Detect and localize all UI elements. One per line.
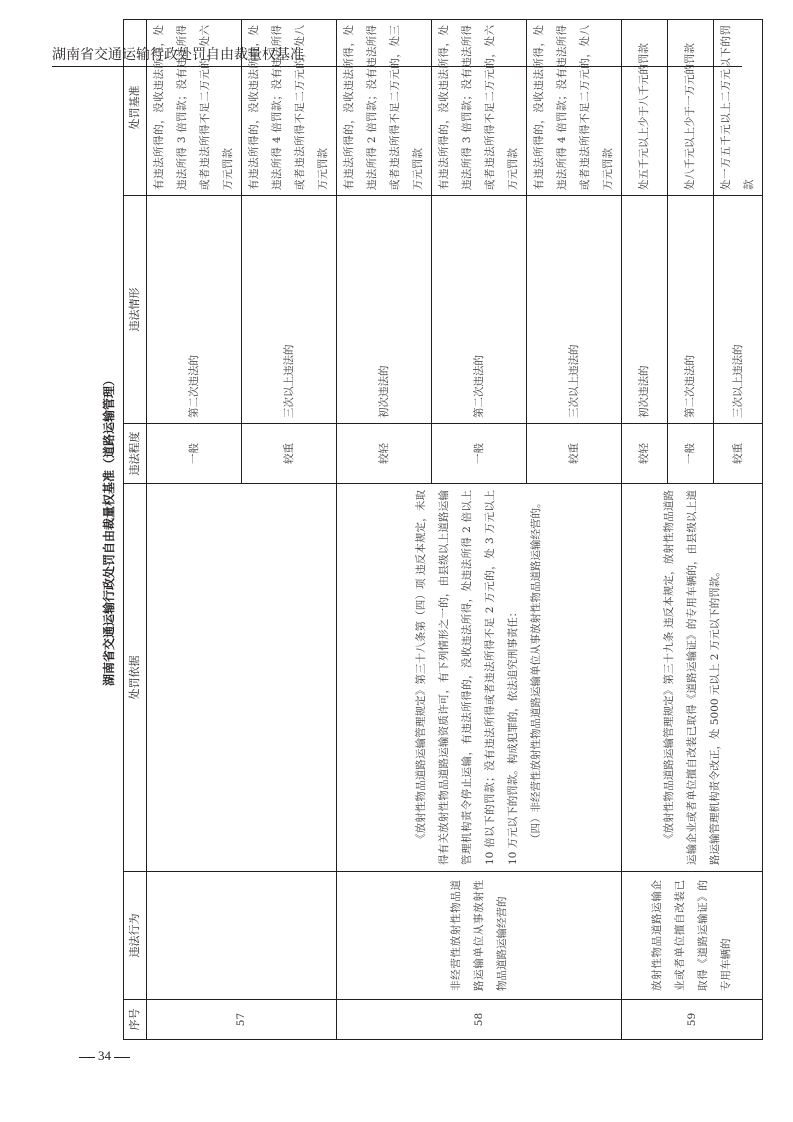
row58-l3-severity: 较重 xyxy=(527,424,622,484)
row58-l2-standard: 有违法所得的，没收违法所得，处违法所得 3 倍罚款；没有违法所得或者违法所得不足二万元的，处六万元罚款 xyxy=(432,20,527,196)
table-row xyxy=(622,20,668,1040)
row58-basis-p1: 《放射性物品道路运输管理规定》第三十八条第（四）项 违反本规定，未取得有关放射性物品道路运输资质许可，有下列情形之一的，由县级以上道路运输管理机构责令停止运输，有违法所得的，没收违法所得，处违法所得 2 倍以上 10 倍以下的罚款；没有违法所得或者违法所得不足 2 万元的，处 3 万元以上 10 万元以下的罚款。构成犯罪的，依法追究刑事责任： xyxy=(415,490,519,865)
row59-seq: 59 xyxy=(622,1000,763,1040)
row57b-situation: 三次以上违法的 xyxy=(242,196,337,424)
row59-l1-severity: 较轻 xyxy=(622,424,668,484)
row57b-standard: 有违法所得的，没收违法所得，处违法所得 4 倍罚款；没有违法所得或者违法所得不足二万元的，处八万元罚款 xyxy=(242,20,337,196)
row58-l3-situation: 三次以上违法的 xyxy=(527,196,622,424)
row58-l1-standard: 有违法所得的，没收违法所得，处违法所得 2 倍罚款；没有违法所得或者违法所得不足二万元的，处三万元罚款 xyxy=(337,20,432,196)
row57-act xyxy=(147,872,337,1000)
rotated-table-block xyxy=(95,20,755,1040)
row58-l2-severity: 一般 xyxy=(432,424,527,484)
row57-basis xyxy=(147,484,337,872)
row59-l3-standard: 处一万五千元以上二万元以下的罚款 xyxy=(714,20,763,196)
table-header-row xyxy=(124,20,147,1040)
col-act: 违法行为 xyxy=(124,872,147,1000)
row59-l3-situation: 三次以上违法的 xyxy=(714,196,763,424)
row57-standard: 有违法所得的，没收违法所得，处违法所得 3 倍罚款；没有违法所得或者违法所得不足二万元的，处六万元罚款 xyxy=(147,20,242,196)
row58-basis xyxy=(337,484,622,872)
row59-l1-standard: 处五千元以上少于八千元的罚款 xyxy=(622,20,668,196)
page-number-dash-left xyxy=(79,1057,95,1058)
page-number-value: 34 xyxy=(98,1048,111,1063)
row58-seq: 58 xyxy=(337,1000,622,1040)
row59-l2-severity: 一般 xyxy=(668,424,714,484)
row59-l3-severity: 较重 xyxy=(714,424,763,484)
row59-l2-standard: 处八千元以上少于一万元的罚款 xyxy=(668,20,714,196)
col-basis: 处罚依据 xyxy=(124,484,147,872)
col-standard: 处罚基准 xyxy=(124,20,147,196)
running-header: 湖南省交通运输行政处罚自由裁量权基准 xyxy=(52,47,304,63)
row59-act: 放射性物品道路运输企业或者单位擅自改装已取得《道路运输证》的专用车辆的 xyxy=(622,872,763,1000)
row57-situation: 第二次违法的 xyxy=(147,196,242,424)
page-number-dash-right xyxy=(114,1057,130,1058)
row59-l2-situation: 第二次违法的 xyxy=(668,196,714,424)
row58-l3-standard: 有违法所得的，没收违法所得，处违法所得 4 倍罚款；没有违法所得或者违法所得不足二万元的，处八万元罚款 xyxy=(527,20,622,196)
row57-seq: 57 xyxy=(147,1000,337,1040)
row57b-severity: 较重 xyxy=(242,424,337,484)
row58-l1-situation: 初次违法的 xyxy=(337,196,432,424)
col-situation: 违法情形 xyxy=(124,196,147,424)
row57-severity: 一般 xyxy=(147,424,242,484)
row58-l2-situation: 第二次违法的 xyxy=(432,196,527,424)
table-row xyxy=(337,20,432,1040)
row58-basis-p2: （四）非经营性放射性物品道路运输单位从事放射性物品道路运输经营的。 xyxy=(530,497,542,844)
page-number xyxy=(76,1048,133,1064)
row58-act: 非经营性放射性物品道路运输单位从事放射性物品道路运输经营的 xyxy=(337,872,622,1000)
penalty-table xyxy=(123,19,763,1040)
col-severity: 违法程度 xyxy=(124,424,147,484)
col-seq: 序号 xyxy=(124,1000,147,1040)
row59-basis: 《放射性物品道路运输管理规定》第三十九条 违反本规定，放射性物品道路运输企业或者单位擅自改装已取得《道路运输证》的专用车辆的，由县级以上道路运输管理机构责令改正，处 5000 元以上 2 万元以下的罚款。 xyxy=(622,484,763,872)
table-row xyxy=(147,20,242,1040)
table-caption: 湖南省交通运输行政处罚自由裁量权基准（道路运输管理） xyxy=(102,374,116,687)
row59-l1-situation: 初次违法的 xyxy=(622,196,668,424)
row58-l1-severity: 较轻 xyxy=(337,424,432,484)
